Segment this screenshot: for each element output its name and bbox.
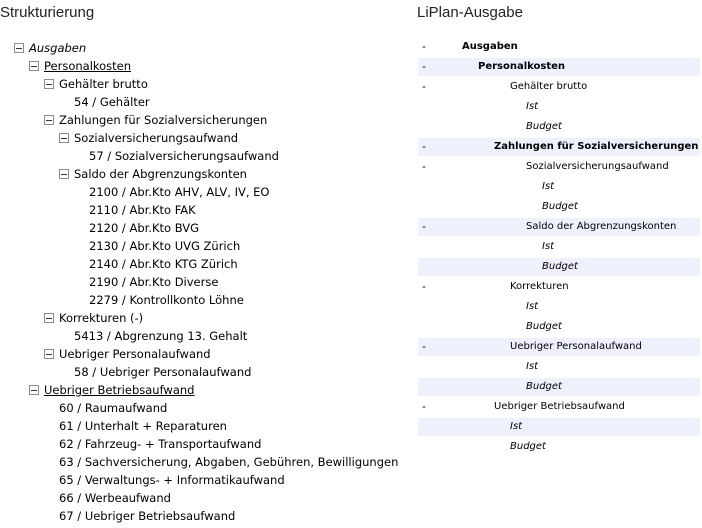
tree-folder-node[interactable] [59,129,238,147]
collapse-dash-icon[interactable]: - [422,400,426,413]
tree-node-label: Saldo der Abgrenzungskonten [74,167,247,181]
collapse-toggle-icon[interactable] [44,79,54,89]
liplan-row [418,358,700,376]
tree-node-label: 2130 / Abr.Kto UVG Zürich [89,239,241,253]
tree-node-label: Gehälter brutto [59,77,148,91]
tree-folder-node[interactable] [44,309,143,327]
tree-node-label: 60 / Raumaufwand [59,401,168,415]
tree-node-label: 58 / Uebriger Personalaufwand [74,365,252,379]
collapse-toggle-icon[interactable] [44,115,54,125]
liplan-row [418,258,700,276]
collapse-dash-icon[interactable]: - [422,220,426,233]
tree-account-node[interactable] [89,291,244,309]
liplan-row [418,58,700,76]
collapse-toggle-icon[interactable] [14,43,24,53]
liplan-row [418,398,700,416]
collapse-toggle-icon[interactable] [29,61,39,71]
tree-account-node[interactable] [89,219,199,237]
liplan-row [418,38,700,56]
tree-account-node[interactable] [59,507,235,525]
liplan-row [418,138,700,156]
tree-node-label: 2140 / Abr.Kto KTG Zürich [89,257,238,271]
liplan-row-label: Budget [526,121,562,132]
liplan-row-label: Gehälter brutto [510,81,588,92]
collapse-toggle-icon[interactable] [59,133,69,143]
liplan-row-label: Budget [542,201,578,212]
tree-account-node[interactable] [89,183,269,201]
collapse-toggle-icon[interactable] [59,169,69,179]
liplan-row [418,298,700,316]
liplan-row [418,98,700,116]
tree-node-label: 2279 / Kontrollkonto Löhne [89,293,244,307]
tree-account-node[interactable] [74,327,247,345]
tree-account-node[interactable] [89,255,238,273]
liplan-row-label: Budget [542,261,578,272]
tree-account-node[interactable] [89,237,240,255]
tree-node-label: Uebriger Betriebsaufwand [44,383,195,397]
liplan-row-label: Budget [510,441,546,452]
tree-account-node[interactable] [59,471,285,489]
tree-node-label: Personalkosten [44,59,132,73]
tree-node-label: Zahlungen für Sozialversicherungen [59,113,268,127]
liplan-row [418,178,700,196]
tree-account-node[interactable] [59,489,171,507]
tree-account-node[interactable] [89,201,196,219]
liplan-row-label: Ausgaben [462,41,518,52]
tree-account-node[interactable] [59,435,261,453]
tree-node-label: 67 / Uebriger Betriebsaufwand [59,509,236,523]
liplan-row-label: Ist [542,181,555,192]
liplan-row-label: Zahlungen für Sozialversicherungen [494,141,699,152]
tree-node-label: 2190 / Abr.Kto Diverse [89,275,219,289]
tree-account-node[interactable] [74,93,150,111]
liplan-row-label: Ist [526,301,539,312]
liplan-row-label: Personalkosten [478,61,566,72]
liplan-row-label: Sozialversicherungsaufwand [526,161,669,172]
collapse-dash-icon[interactable]: - [422,280,426,293]
collapse-toggle-icon[interactable] [44,313,54,323]
tree-folder-node[interactable] [29,57,131,75]
liplan-row-label: Ist [510,421,523,432]
liplan-row-label: Ist [526,361,539,372]
tree-account-node[interactable] [89,147,279,165]
liplan-row-label: Budget [526,321,562,332]
tree-node-label: 66 / Werbeaufwand [59,491,171,505]
tree-folder-node[interactable] [44,345,211,363]
collapse-dash-icon[interactable]: - [422,40,426,53]
tree-node-label: 54 / Gehälter [74,95,150,109]
liplan-row-label: Budget [526,381,562,392]
structure-heading: Strukturierung [0,4,95,21]
tree-node-label: Sozialversicherungsaufwand [74,131,239,145]
liplan-row-label: Ist [526,101,539,112]
collapse-dash-icon[interactable]: - [422,80,426,93]
tree-account-node[interactable] [59,453,398,471]
liplan-row [418,278,700,296]
tree-folder-node[interactable] [44,75,148,93]
tree-folder-node[interactable] [14,39,86,57]
tree-node-label: Ausgaben [29,41,87,55]
liplan-row-label: Uebriger Personalaufwand [510,341,642,352]
collapse-dash-icon[interactable]: - [422,60,426,73]
tree-node-label: 5413 / Abgrenzung 13. Gehalt [74,329,248,343]
liplan-row-label: Uebriger Betriebsaufwand [494,401,625,412]
liplan-row [418,438,700,456]
tree-node-label: 61 / Unterhalt + Reparaturen [59,419,227,433]
tree-account-node[interactable] [89,273,218,291]
tree-node-label: Uebriger Personalaufwand [59,347,211,361]
liplan-row [418,218,700,236]
tree-node-label: 63 / Sachversicherung, Abgaben, Gebühren, Bewilligungen [59,455,399,469]
tree-node-label: 62 / Fahrzeug- + Transportaufwand [59,437,262,451]
tree-node-label: 2100 / Abr.Kto AHV, ALV, IV, EO [89,185,270,199]
collapse-toggle-icon[interactable] [44,349,54,359]
liplan-heading: LiPlan-Ausgabe [417,4,523,21]
tree-node-label: 2110 / Abr.Kto FAK [89,203,196,217]
tree-folder-node[interactable] [59,165,247,183]
tree-account-node[interactable] [59,417,227,435]
tree-folder-node[interactable] [29,381,194,399]
liplan-row-label: Korrekturen [510,281,569,292]
tree-account-node[interactable] [74,363,251,381]
liplan-row [418,338,700,356]
tree-node-label: Korrekturen (-) [59,311,144,325]
tree-folder-node[interactable] [44,111,267,129]
tree-account-node[interactable] [59,399,167,417]
liplan-row [418,78,700,96]
liplan-row [418,378,700,396]
liplan-row [418,318,700,336]
liplan-row [418,118,700,136]
tree-node-label: 2120 / Abr.Kto BVG [89,221,200,235]
liplan-row [418,238,700,256]
liplan-row-label: Saldo der Abgrenzungskonten [526,221,677,232]
collapse-toggle-icon[interactable] [29,385,39,395]
liplan-row [418,158,700,176]
liplan-row [418,418,700,436]
liplan-row-label: Ist [542,241,555,252]
liplan-row [418,198,700,216]
collapse-dash-icon[interactable]: - [422,140,426,153]
collapse-dash-icon[interactable]: - [422,160,426,173]
collapse-dash-icon[interactable]: - [422,340,426,353]
tree-node-label: 57 / Sozialversicherungsaufwand [89,149,279,163]
tree-node-label: 65 / Verwaltungs- + Informatikaufwand [59,473,285,487]
